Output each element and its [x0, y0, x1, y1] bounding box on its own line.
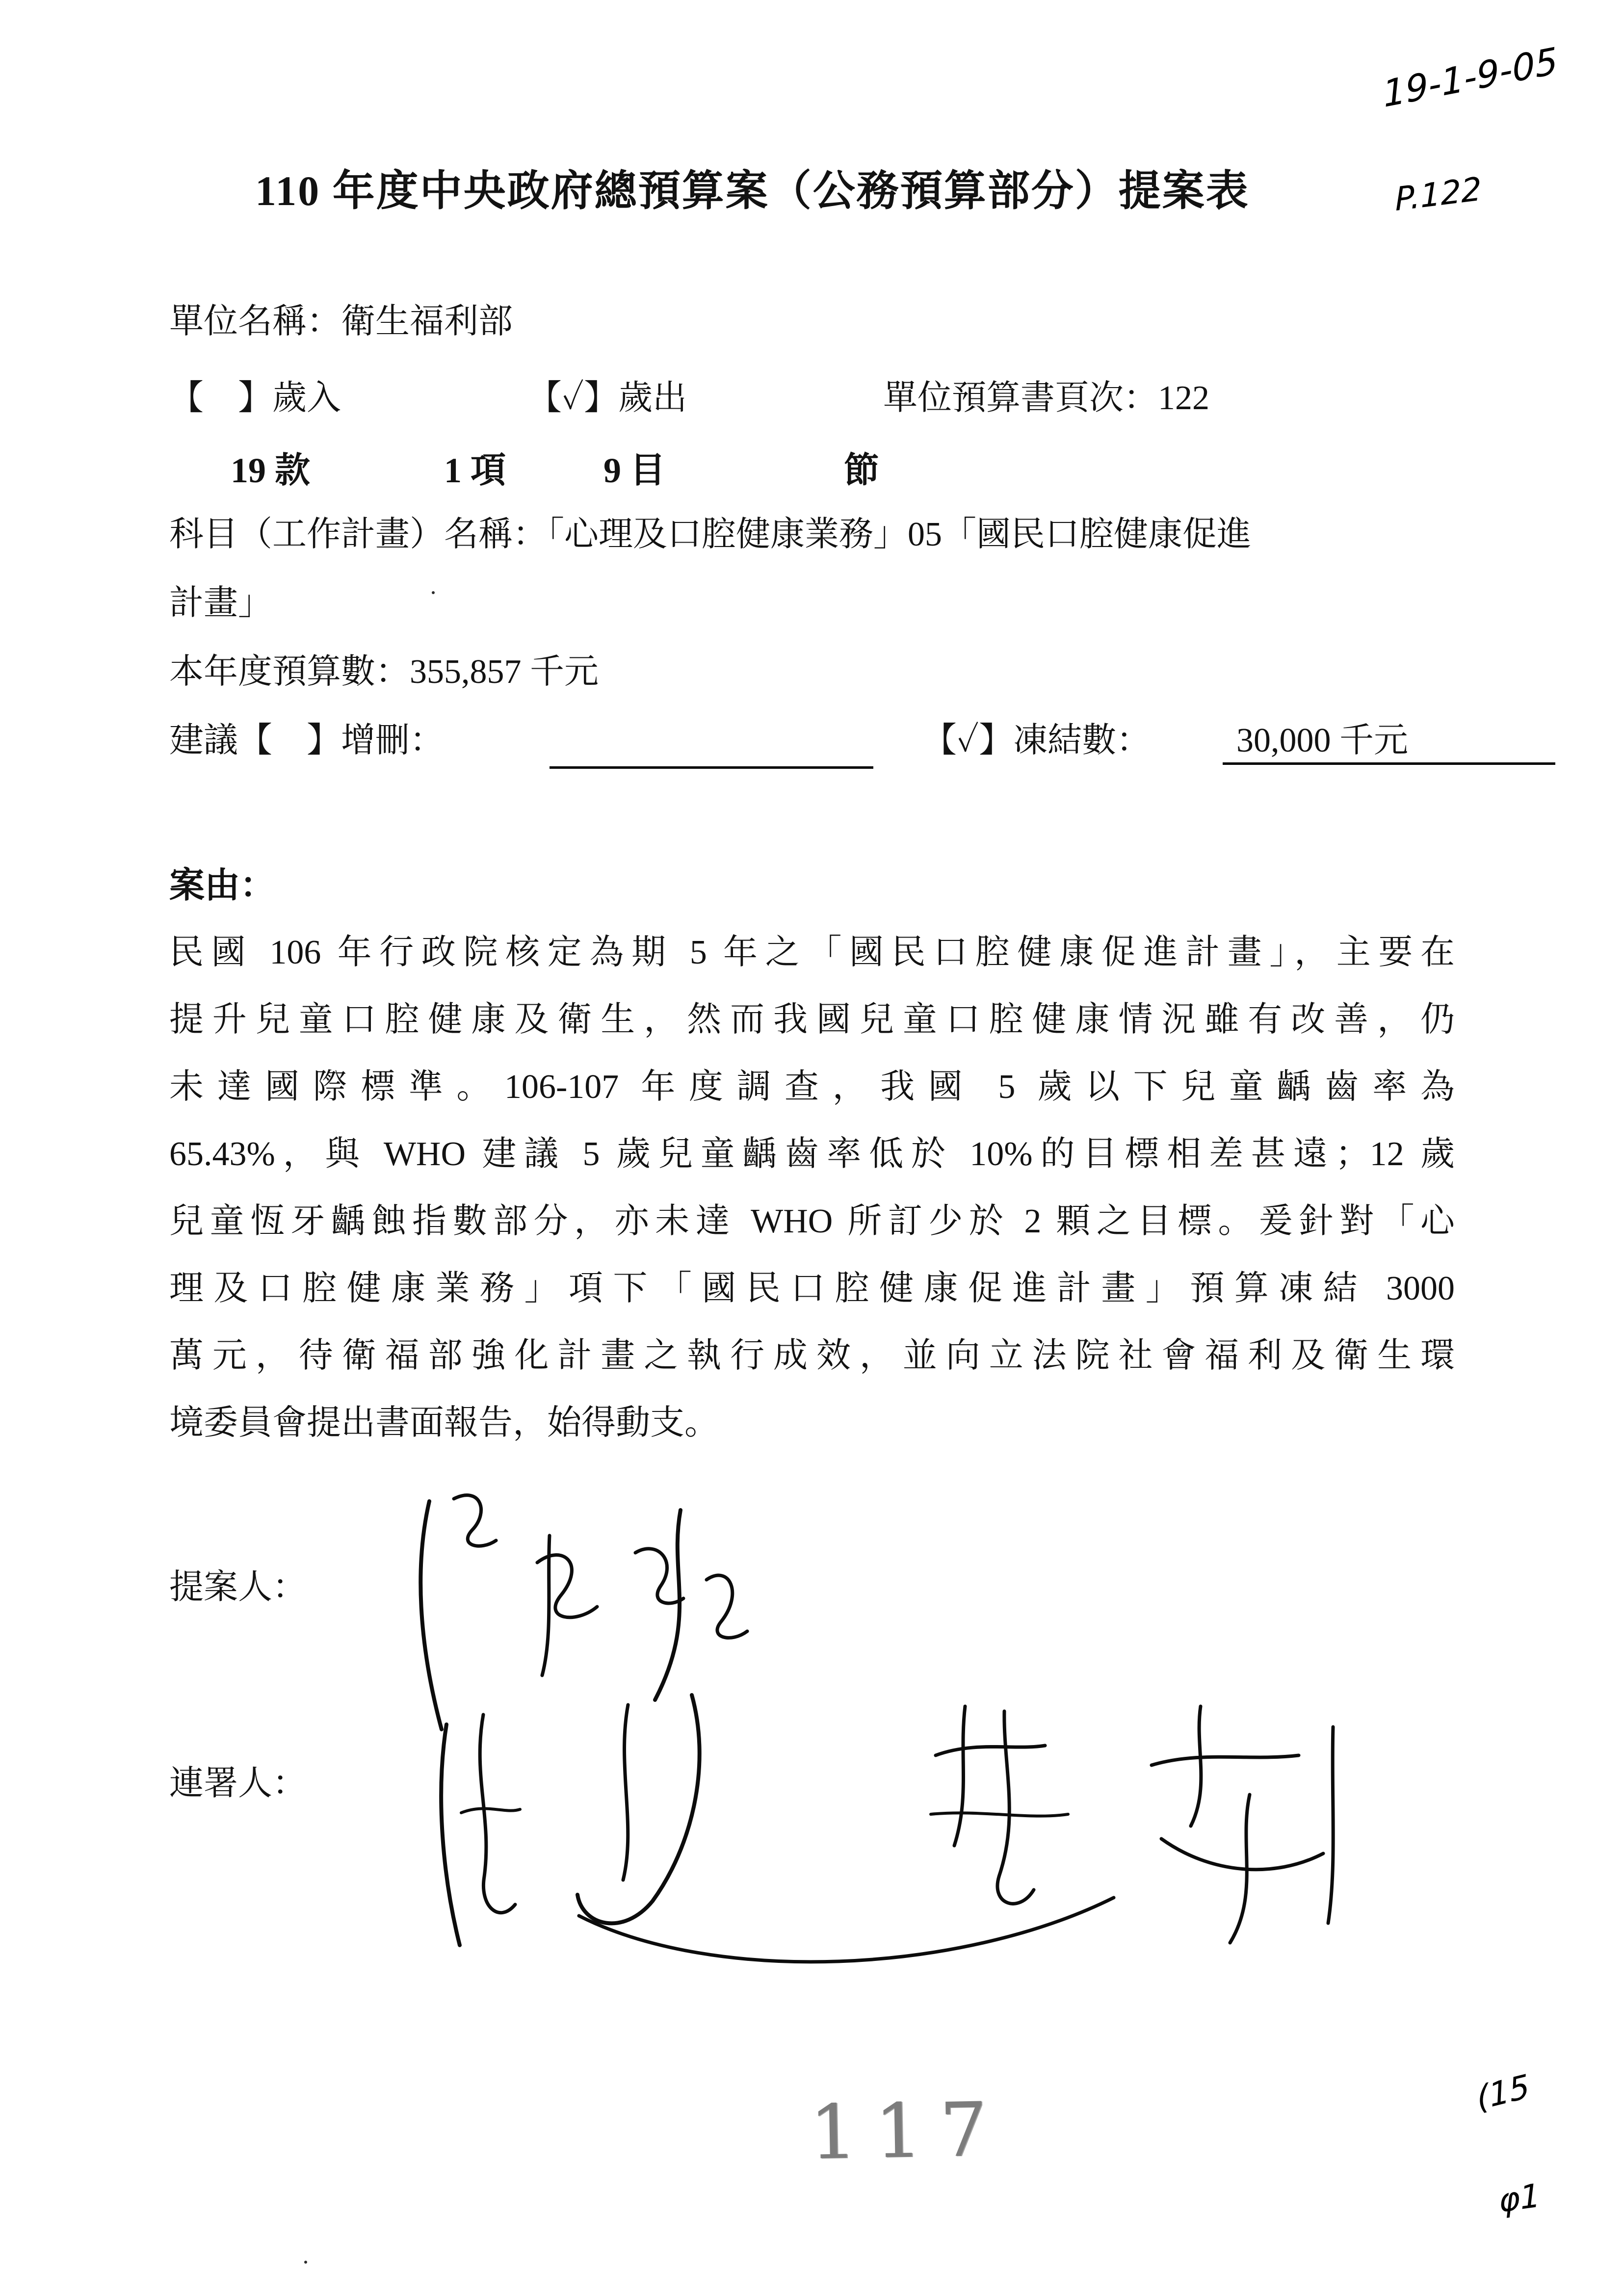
proposer-label: 提案人：	[169, 1568, 307, 1606]
budget-book-page	[883, 377, 1209, 420]
classification-mu	[603, 449, 665, 492]
case-line: 民國 106 年行政院核定為期 5 年之「國民口腔健康促進計畫」，主要在	[169, 934, 1455, 971]
kuan-unit: 款	[275, 451, 311, 490]
subject-name-line1: 科目（工作計畫）名稱：「心理及口腔健康業務」05「國民口腔健康促進	[169, 516, 1251, 553]
budget-book-page-value: 122	[1158, 379, 1209, 417]
mu-unit: 目	[630, 451, 666, 490]
cosigner-signatures	[415, 1668, 1376, 2002]
case-line: 兒童恆牙齲蝕指數部分，亦未達 WHO 所訂少於 2 顆之目標。爰針對「心	[169, 1202, 1455, 1240]
scan-artifact-dot	[432, 591, 435, 594]
document-title: 110 年度中央政府總預算案（公務預算部分）提案表	[255, 167, 1250, 214]
scan-artifact-dot	[304, 2261, 307, 2264]
case-line: 萬元，待衛福部強化計畫之執行成效，並向立法院社會福利及衛生環	[169, 1337, 1455, 1375]
budget-book-page-label: 單位預算書頁次：	[883, 379, 1158, 417]
expenditure-label: 歲出	[618, 379, 687, 417]
case-line: 未達國際標準。106-107 年度調查，我國 5 歲以下兒童齲齒率為	[169, 1068, 1455, 1106]
case-line: 提升兒童口腔健康及衛生，然而我國兒童口腔健康情況雖有改善，仍	[169, 1001, 1455, 1039]
unit-name-value: 衛生福利部	[341, 303, 513, 340]
handwritten-note-bottom-2: φ1	[1497, 2176, 1542, 2220]
page-number-stamp: 117	[809, 2086, 1006, 2176]
handwritten-code-top-right: 19-1-9-05	[1381, 39, 1560, 116]
unit-name-label: 單位名稱：	[169, 303, 341, 340]
classification-xiang	[444, 449, 506, 492]
expenditure-checkbox: 【✓】	[527, 379, 619, 417]
case-line: 理及口腔健康業務」項下「國民口腔健康促進計畫」預算凍結 3000	[169, 1270, 1455, 1307]
expenditure-option	[527, 377, 687, 420]
xiang-unit: 項	[471, 451, 506, 490]
case-line: 65.43%，與 WHO 建議 5 歲兒童齲齒率低於 10%的目標相差甚遠；12 歲	[169, 1135, 1455, 1173]
unit-name-row	[169, 300, 513, 343]
xiang-number: 1	[444, 451, 462, 490]
current-budget-label: 本年度預算數：	[169, 653, 410, 691]
revenue-label: 歲入	[272, 379, 341, 417]
current-budget-value: 355,857 千元	[410, 653, 599, 691]
current-budget-row	[169, 651, 599, 694]
subject-name-line2: 計畫」	[169, 584, 272, 622]
mu-number: 9	[603, 451, 621, 490]
case-line: 境委員會提出書面報告，始得動支。	[169, 1404, 719, 1442]
revenue-option	[169, 377, 341, 420]
freeze-amount-value: 30,000 千元	[1223, 719, 1555, 765]
revenue-checkbox: 【 】	[169, 379, 272, 417]
classification-kuan	[231, 449, 310, 492]
kuan-number: 19	[231, 451, 266, 490]
handwritten-note-bottom-1: (15	[1474, 2067, 1532, 2118]
classification-jie	[844, 449, 879, 492]
suggestion-blank-underline	[550, 725, 873, 769]
case-heading: 案由：	[169, 866, 276, 905]
jie-unit: 節	[844, 451, 880, 490]
cosigner-label: 連署人：	[169, 1765, 307, 1802]
suggestion-prefix: 建議【 】增刪：	[169, 722, 444, 759]
freeze-checkbox-label: 【✓】凍結數：	[922, 722, 1151, 759]
handwritten-page-ref: P.122	[1394, 170, 1483, 219]
